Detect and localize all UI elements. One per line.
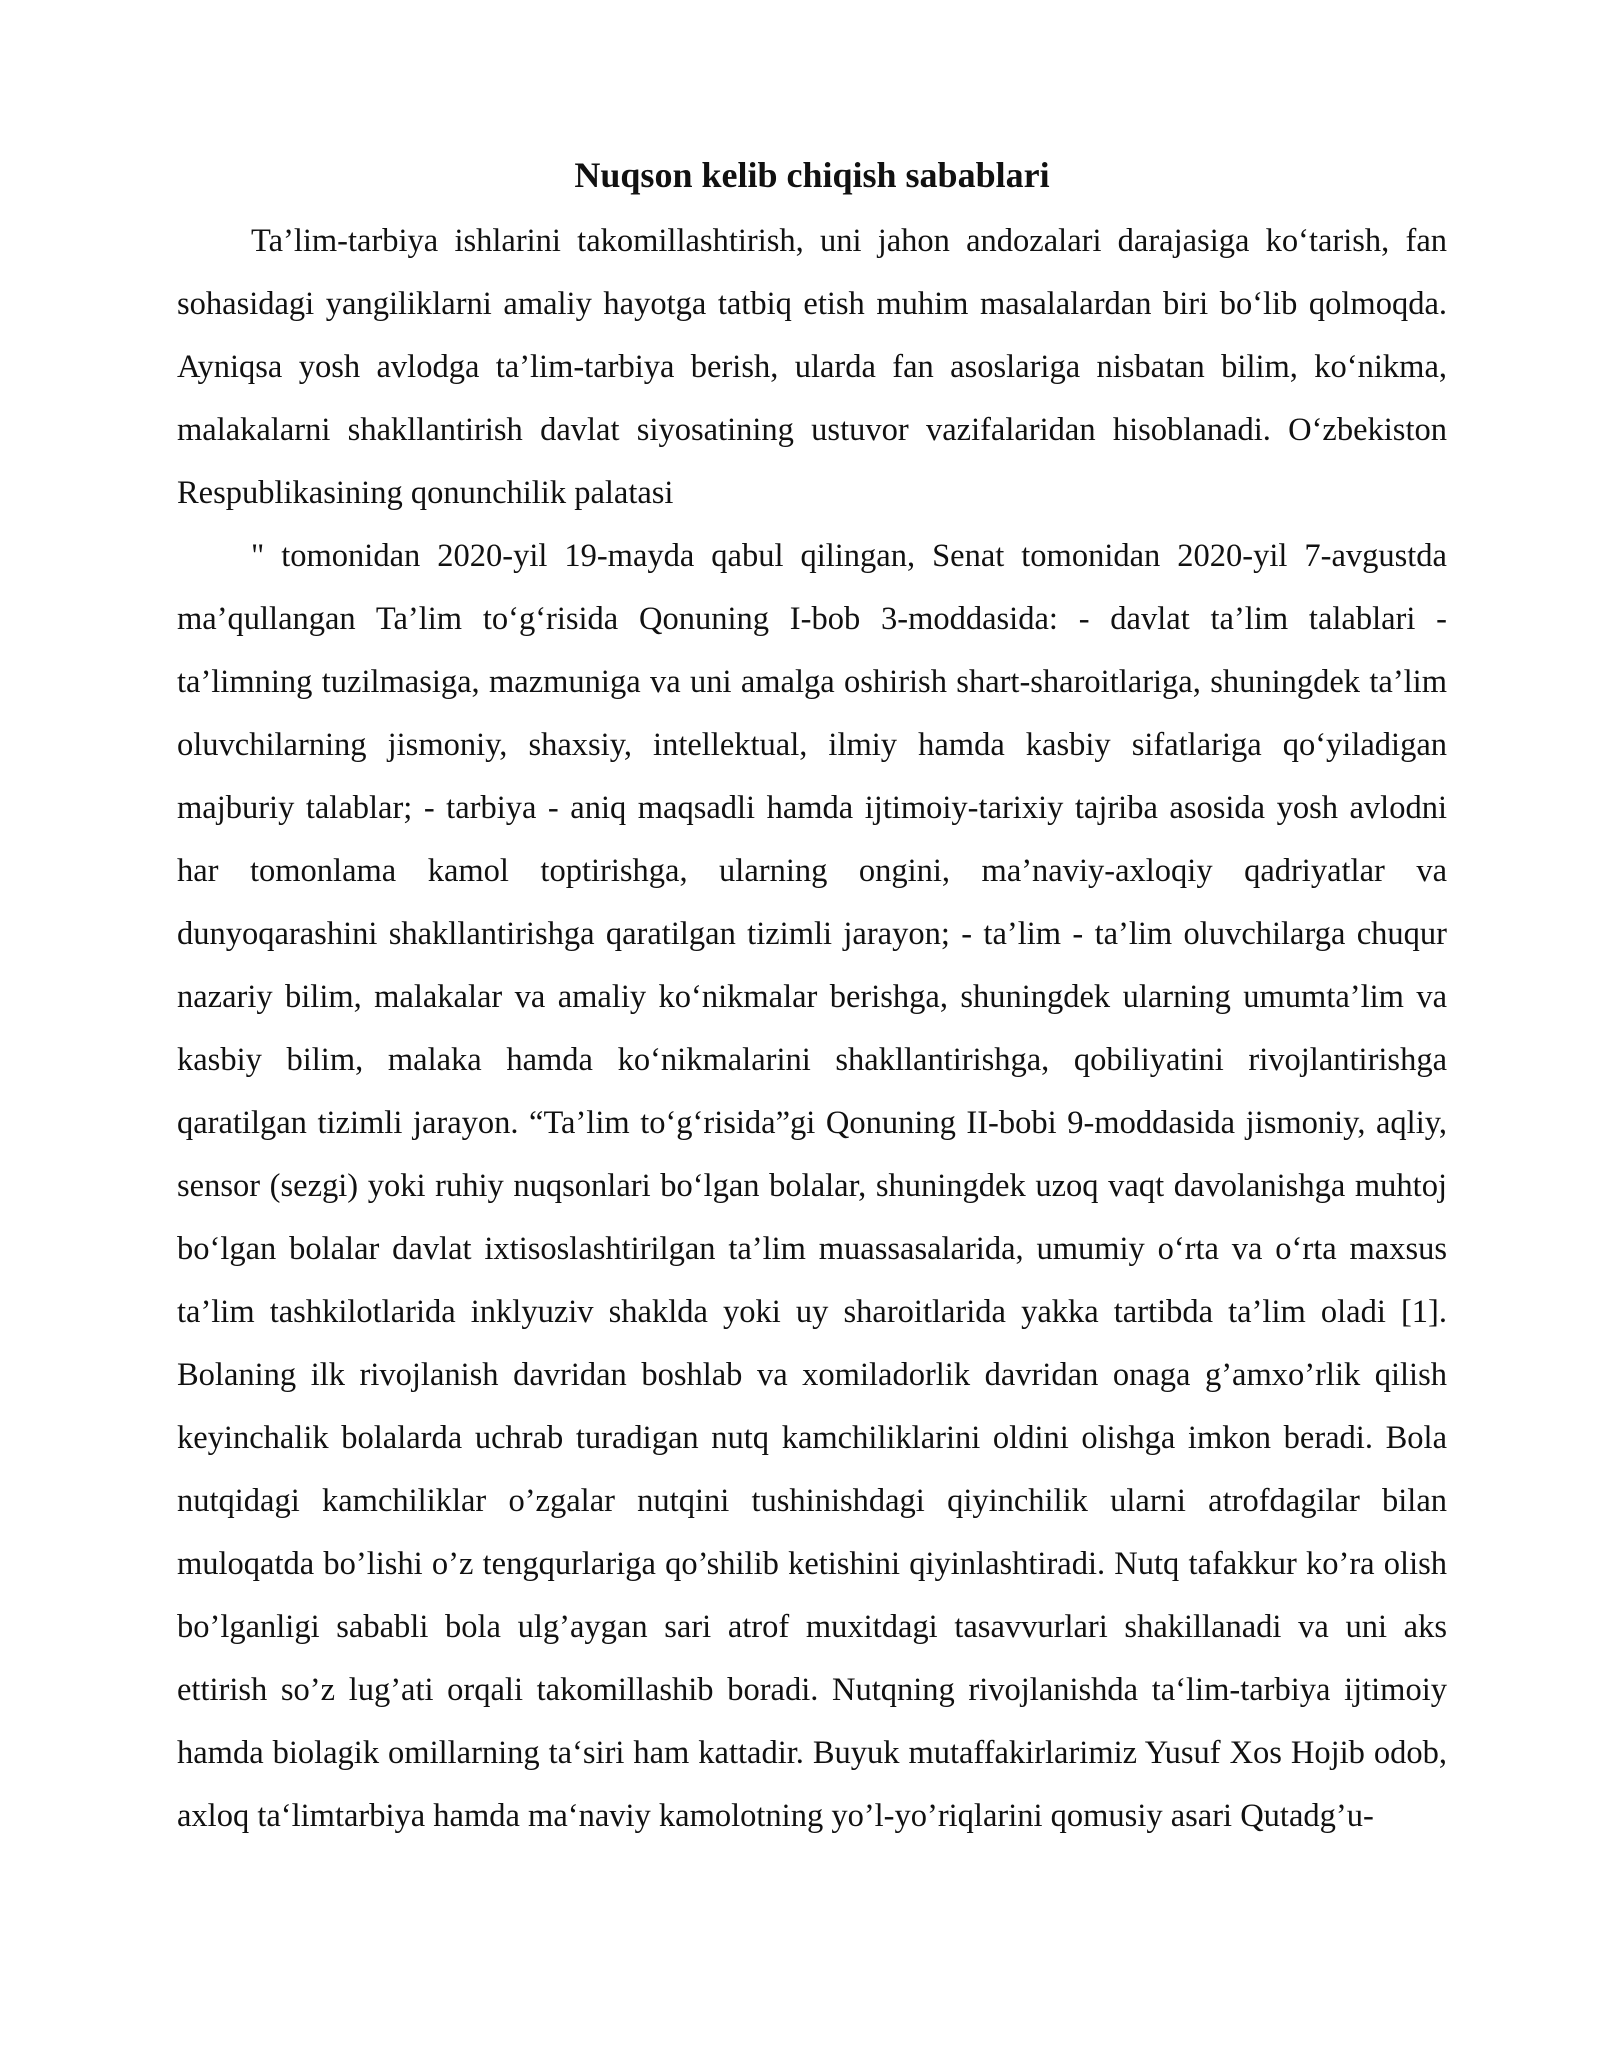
- document-page: [177, 140, 1447, 1848]
- page-title: Nuqson kelib chiqish sabablari: [574, 155, 1050, 195]
- paragraph-intro: Ta’lim-tarbiya ishlarini takomillashtirish, uni jahon andozalari darajasiga ko‘tarish, fan sohasidagi yangiliklarni amaliy hayotga tatbiq etish muhim masalalardan biri bo‘lib qolmoqda. Ayniqsa yosh avlodga ta’lim-tarbiya berish, ularda fan asoslariga nisbatan bilim, ko‘nikma, malakalarni shakllantirish davlat siyosatining ustuvor vazifalaridan hisoblanadi. O‘zbekiston Respublikasining qonunchilik palatasi: [177, 223, 1447, 511]
- paragraph-law-text: " tomonidan 2020-yil 19-mayda qabul qilingan, Senat tomonidan 2020-yil 7-avgustda ma’qullangan Ta’lim to‘g‘risida Qonuning I-bob 3-moddasida: - davlat ta’lim talablari - ta’limning tuzilmasiga, mazmuniga va uni amalga oshirish shart-sharoitlariga, shuningdek ta’lim oluvchilarning jismoniy, shaxsiy, intellektual, ilmiy hamda kasbiy sifatlariga qo‘yiladigan majburiy talablar; - tarbiya - aniq maqsadli hamda ijtimoiy-tarixiy tajriba asosida yosh avlodni har tomonlama kamol toptirishga, ularning ongini, ma’naviy-axloqiy qadriyatlar va dunyoqarashini shakllantirishga qaratilgan tizimli jarayon; - ta’lim - ta’lim oluvchilarga chuqur nazariy bilim, malakalar va amaliy ko‘nikmalar berishga, shuningdek ularning umumta’lim va kasbiy bilim, malaka hamda ko‘nikmalarini shakllantirishga, qobiliyatini rivojlantirishga qaratilgan tizimli jarayon. “Ta’lim to‘g‘risida”gi Qonuning II-bobi 9-moddasida jismoniy, aqliy, sensor (sezgi) yoki ruhiy nuqsonlari bo‘lgan bolalar, shuningdek uzoq vaqt davolanishga muhtoj bo‘lgan bolalar davlat ixtisoslashtirilgan ta’lim muassasalarida, umumiy o‘rta va o‘rta maxsus ta’lim tashkilotlarida inklyuziv shaklda yoki uy sharoitlarida yakka tartibda ta’lim oladi [1]. Bolaning ilk rivojlanish davridan boshlab va xomiladorlik davridan onaga g’amxo’rlik qilish keyinchalik bolalarda uchrab turadigan nutq kamchiliklarini oldini olishga imkon beradi. Bola nutqidagi kamchiliklar o’zgalar nutqini tushinishdagi qiyinchilik ularni atrofdagilar bilan muloqatda bo’lishi o’z tengqurlariga qo’shilib ketishini qiyinlashtiradi. Nutq tafakkur ko’ra olish bo’lganligi sababli bola ulg’aygan sari atrof muxitdagi tasavvurlari shakillanadi va uni aks ettirish so’z lug’ati orqali takomillashib boradi. Nutqning rivojlanishda ta‘lim-tarbiya ijtimoiy hamda biolagik omillarning ta‘siri ham kattadir. Buyuk mutaffakirlarimiz Yusuf Xos Hojib odob, axloq ta‘limtarbiya hamda ma‘naviy kamolotning yo’l-yo’riqlarini qomusiy asari Qutadg’u-: [177, 538, 1447, 1834]
